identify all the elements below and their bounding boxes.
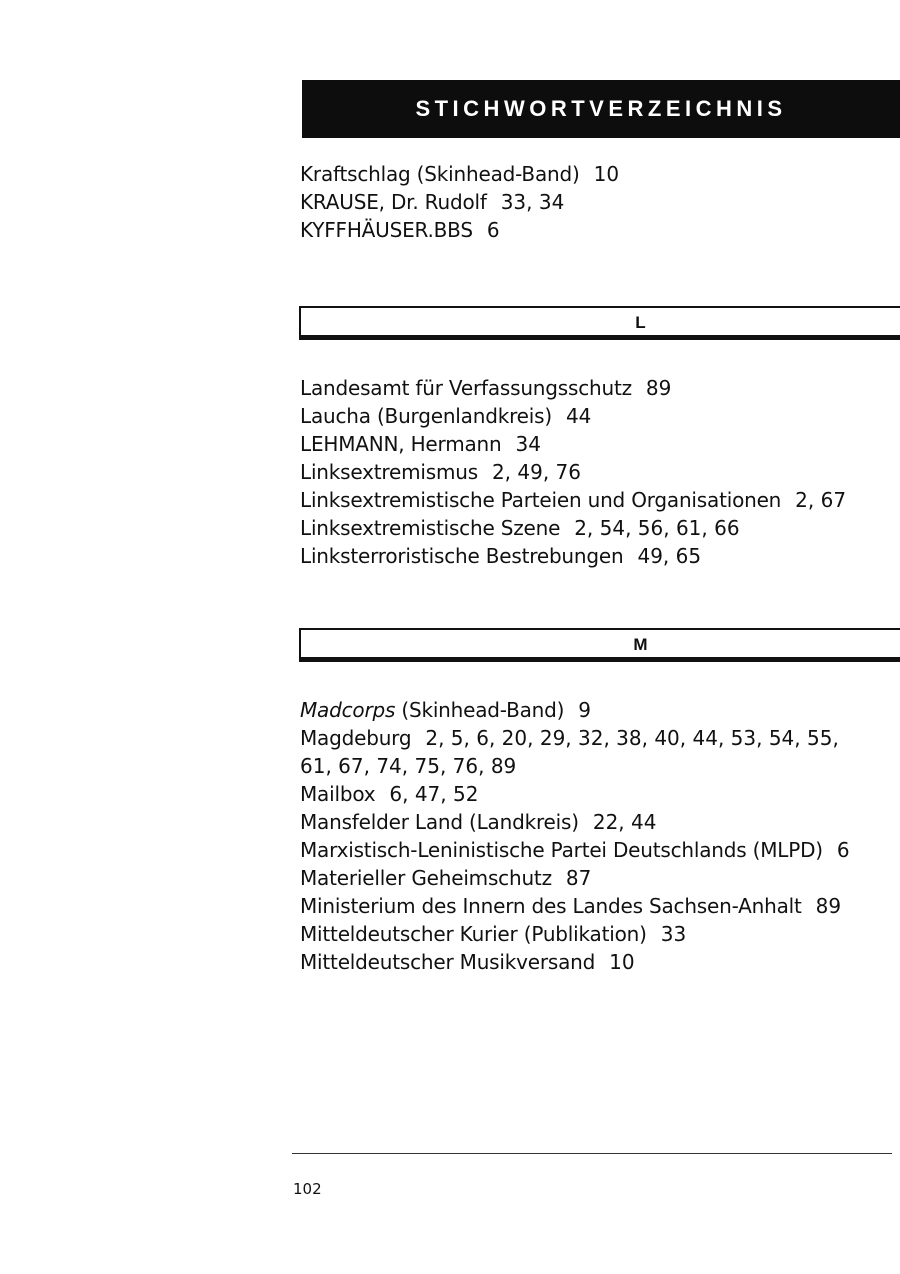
index-entry: LEHMANN, Hermann 34	[300, 432, 541, 456]
index-entry: Linksextremistische Parteien und Organisationen 2, 67	[300, 488, 847, 512]
index-title: STICHWORTVERZEICHNIS	[415, 96, 787, 121]
index-entry: Linksextremismus 2, 49, 76	[300, 460, 581, 484]
index-entry: Materieller Geheimschutz 87	[300, 866, 592, 890]
section-header-l	[299, 306, 900, 340]
index-entry: Laucha (Burgenlandkreis) 44	[300, 404, 592, 428]
index-entry: Magdeburg 2, 5, 6, 20, 29, 32, 38, 40, 44, 53, 54, 55,	[300, 726, 839, 750]
index-entry: Mansfelder Land (Landkreis) 22, 44	[300, 810, 657, 834]
index-entry: KYFFHÄUSER.BBS 6	[300, 218, 500, 242]
entry-list-l	[300, 374, 846, 570]
page-number: 102	[293, 1180, 322, 1198]
index-entry: KRAUSE, Dr. Rudolf 33, 34	[300, 190, 565, 214]
index-entry: Linksterroristische Bestrebungen 49, 65	[300, 544, 702, 568]
section-header-m	[299, 628, 900, 662]
entry-list-k	[300, 160, 619, 244]
index-entry: Landesamt für Verfassungsschutz 89	[300, 376, 672, 400]
index-title-banner	[302, 80, 900, 138]
index-entry: Ministerium des Innern des Landes Sachsen-Anhalt 89	[300, 894, 842, 918]
index-entry: Mitteldeutscher Kurier (Publikation) 33	[300, 922, 687, 946]
index-entry: Linksextremistische Szene 2, 54, 56, 61, 66	[300, 516, 740, 540]
section-letter: L	[635, 313, 646, 332]
footer-divider	[292, 1153, 892, 1154]
index-entry: Kraftschlag (Skinhead-Band) 10	[300, 162, 620, 186]
entry-list-m	[300, 696, 850, 976]
index-entry-continuation: 61, 67, 74, 75, 76, 89	[300, 754, 517, 778]
section-letter: M	[633, 635, 648, 654]
index-entry: Madcorps (Skinhead-Band) 9	[300, 698, 591, 722]
index-entry: Mailbox 6, 47, 52	[300, 782, 479, 806]
index-entry: Mitteldeutscher Musikversand 10	[300, 950, 635, 974]
index-entry: Marxistisch-Leninistische Partei Deutschlands (MLPD) 6	[300, 838, 850, 862]
